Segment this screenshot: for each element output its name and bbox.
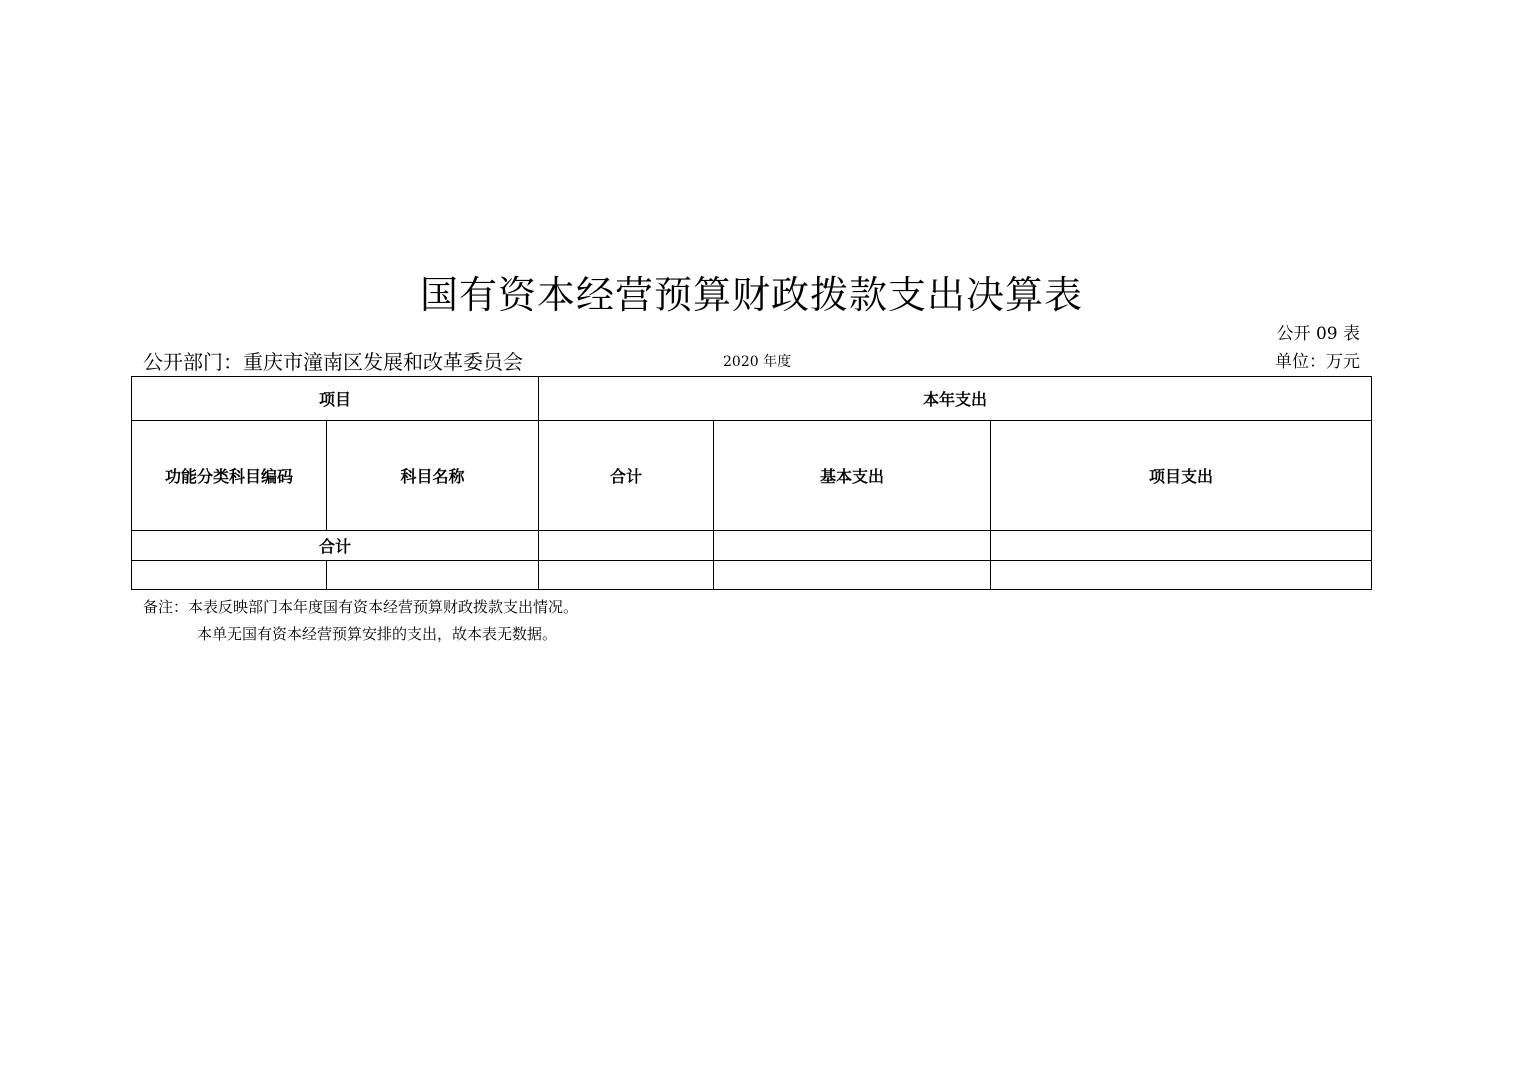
row-total bbox=[539, 561, 714, 590]
table-row bbox=[132, 561, 1372, 590]
total-row-label: 合计 bbox=[132, 531, 539, 561]
unit-label: 单位：万元 bbox=[1275, 352, 1360, 372]
row-project-exp bbox=[991, 561, 1372, 590]
note-line-2: 本单无国有资本经营预算安排的支出，故本表无数据。 bbox=[197, 625, 558, 643]
row-name bbox=[327, 561, 539, 590]
total-row bbox=[132, 531, 1372, 561]
report-title: 国有资本经营预算财政拨款支出决算表 bbox=[419, 273, 1083, 317]
row-basic bbox=[714, 561, 991, 590]
department-label: 公开部门：重庆市潼南区发展和改革委员会 bbox=[143, 350, 523, 374]
header-name: 科目名称 bbox=[327, 421, 539, 531]
note-line-1: 备注：本表反映部门本年度国有资本经营预算财政拨款支出情况。 bbox=[143, 598, 579, 616]
header-current-year-expenditure: 本年支出 bbox=[539, 377, 1372, 421]
fiscal-year: 2020 年度 bbox=[723, 354, 792, 370]
total-row-total bbox=[539, 531, 714, 561]
expenditure-table bbox=[131, 376, 1372, 590]
column-header-row bbox=[132, 421, 1372, 531]
total-row-basic bbox=[714, 531, 991, 561]
header-project-exp: 项目支出 bbox=[991, 421, 1372, 531]
header-code: 功能分类科目编码 bbox=[132, 421, 327, 531]
table-number: 公开 09 表 bbox=[1276, 324, 1360, 344]
total-row-project-exp bbox=[991, 531, 1372, 561]
header-project: 项目 bbox=[132, 377, 539, 421]
group-header-row bbox=[132, 377, 1372, 421]
notes bbox=[143, 594, 578, 648]
header-basic: 基本支出 bbox=[714, 421, 991, 531]
header-total: 合计 bbox=[539, 421, 714, 531]
row-code bbox=[132, 561, 327, 590]
